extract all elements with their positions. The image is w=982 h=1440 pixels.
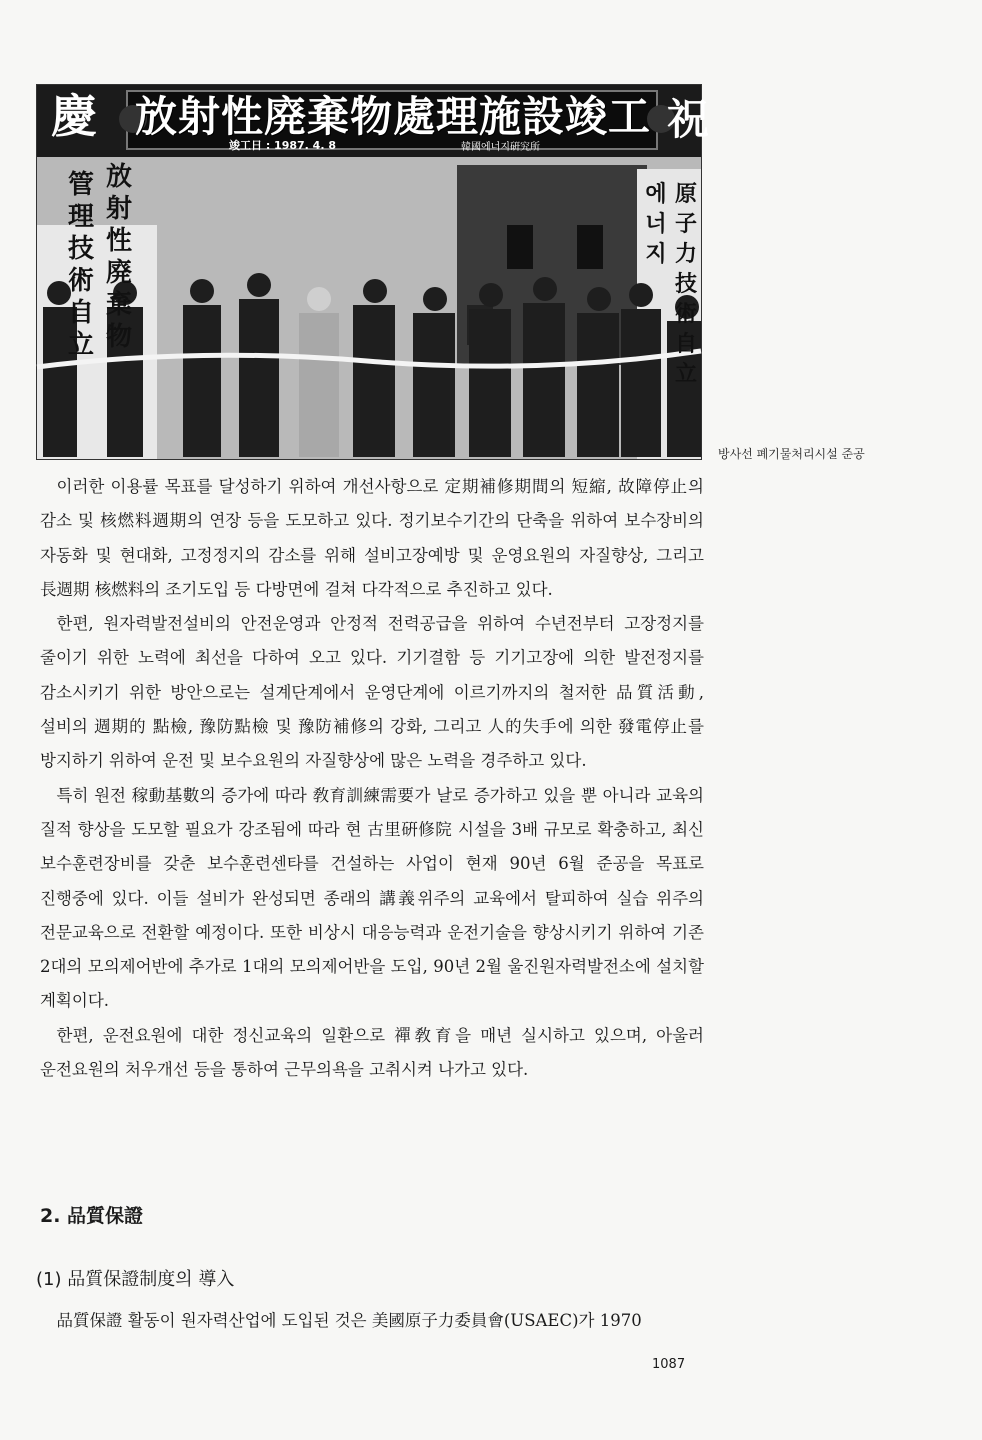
paragraph-start: 品質保證 활동이 원자력산업에 도입된 것은 美國原子力委員會(USAEC)가 1970 (56, 1311, 642, 1330)
banner-title: 放射性廃棄物處理施設竣工 (134, 92, 651, 141)
banner-institution: 韓國에너지硏究所 (461, 142, 540, 153)
subsection-heading: (1) 品質保證制度의 導入 (36, 1269, 235, 1290)
banner-left-character: 慶 (51, 89, 97, 143)
vertical-sign-right-inner: 에너지 (645, 181, 667, 267)
paragraph: 특히 원전 稼動基數의 증가에 따라 敎育訓練需要가 날로 증가하고 있을 뿐 아니라 교육의 질적 향상을 도모할 필요가 강조됨에 따라 현 古里硏修院 시설을 3배 규모로 확충하고, 최신 보수훈련장비를 갖춘 보수훈련센타를 건설하는 사업이 현재 90년 6월 준공을 목표로 진행중에 있다. 이들 설비가 완성되면 종래의 講義위주의 교육에서 탈피하여 실습 위주의 전문교육으로 전환할 예정이다. 또한 비상시 대응능력과 운전기술을 향상시키기 위하여 기존 2대의 모의제어반에 추가로 1대의 모의제어반을 도입, 90년 2월 울진원자력발전소에 설치할 계획이다. (40, 785, 704, 1011)
photo-caption: 방사선 폐기물처리시설 준공 (718, 447, 865, 461)
body-text (40, 470, 704, 1087)
ceremony-photo (36, 84, 710, 460)
paragraph: 한편, 운전요원에 대한 정신교육의 일환으로 禪敎育을 매년 실시하고 있으며, 아울러 운전요원의 처우개선 등을 통하여 근무의욕을 고취시켜 나가고 있다. (40, 1025, 704, 1080)
page-number: 1087 (652, 1357, 686, 1372)
paragraph: 이러한 이용률 목표를 달성하기 위하여 개선사항으로 定期補修期間의 短縮, 故障停止의 감소 및 核燃料週期의 연장 등을 도모하고 있다. 정기보수기간의 단축을 위하여 보수장비의 자동화 및 현대화, 고정정지의 감소를 위해 설비고장예방 및 운영요원의 자질향상, 그리고 長週期 核燃料의 조기도입 등 다방면에 걸쳐 다각적으로 추진하고 있다. (40, 477, 704, 599)
vertical-sign-left-inner: 放射性廃棄物 (105, 162, 132, 352)
vertical-sign-right-outer: 原子力技術自立 (674, 181, 697, 387)
vertical-sign-left-outer: 管理技術自立 (67, 170, 94, 360)
banner-date: 竣工日 : 1987. 4. 8 (229, 139, 336, 152)
paragraph: 한편, 원자력발전설비의 안전운영과 안정적 전력공급을 위하여 수년전부터 고장정지를 줄이기 위한 노력에 최선을 다하여 오고 있다. 기기결함 등 기기고장에 의한 발전정지를 감소시키기 위한 방안으로는 설계단계에서 운영단계에 이르기까지의 철저한 品質活動, 설비의 週期的 點檢, 豫防點檢 및 豫防補修의 강화, 그리고 人的失手에 의한 發電停止를 방지하기 위하여 운전 및 보수요원의 자질향상에 많은 노력을 경주하고 있다. (40, 614, 704, 771)
banner-right-character: 祝 (667, 95, 710, 144)
section-heading: 2. 品質保證 (40, 1205, 144, 1227)
